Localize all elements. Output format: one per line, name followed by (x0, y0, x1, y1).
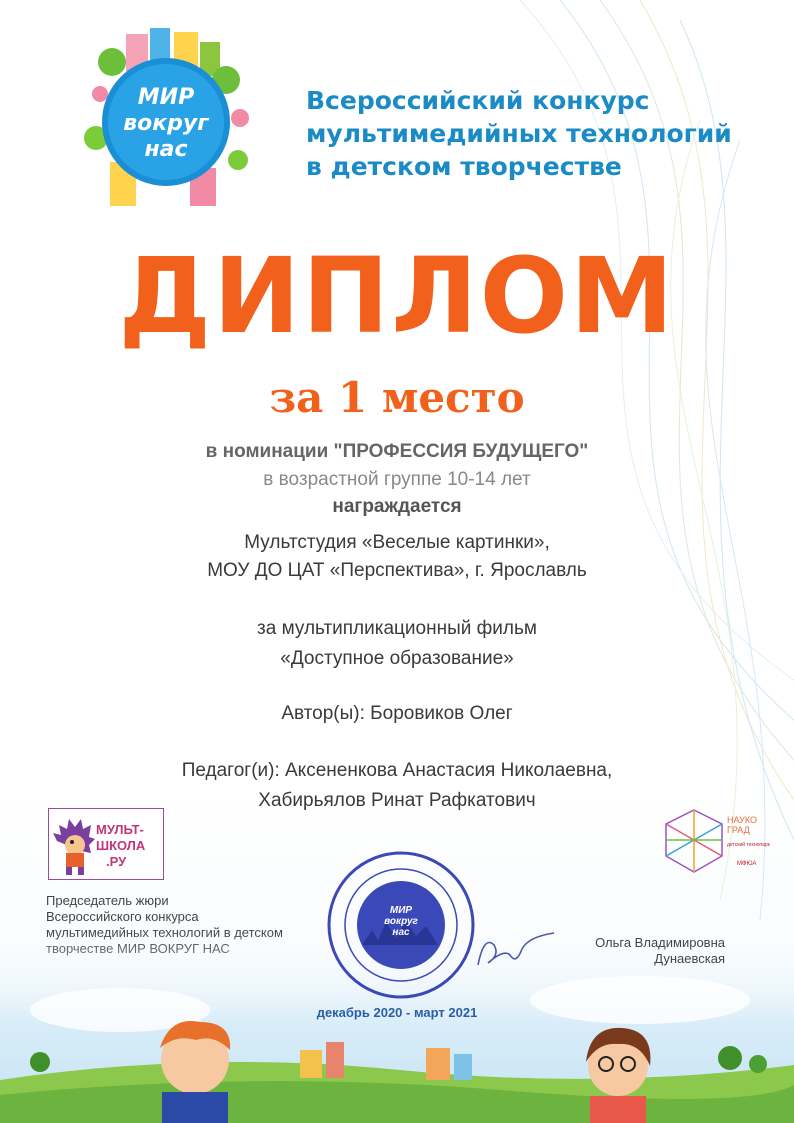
authors-text: Автор(ы): Боровиков Олег (281, 703, 513, 724)
contest-title-line-3: в детском творчестве (306, 152, 622, 181)
work-line-2: «Доступное образование» (280, 648, 514, 669)
naukograd-abbr: МФЮА (737, 861, 757, 867)
naukograd-line-2: ГРАД (727, 825, 750, 835)
recipient-line-1: Мультстудия «Веселые картинки», (244, 532, 550, 553)
mult-line-3: .РУ (106, 854, 127, 869)
awarded-text: награждается (332, 496, 462, 517)
naukograd-subtitle: детский технопарк (727, 842, 770, 848)
signer-line-1: Ольга Владимировна (595, 935, 725, 950)
nomination-text: в номинации "ПРОФЕССИЯ БУДУЩЕГО" (205, 441, 589, 462)
diploma-heading: ДИПЛОМ (118, 235, 676, 357)
naukograd-name (727, 815, 787, 835)
logo-text-1: МИР (137, 85, 195, 110)
contest-title-line-2: мультимедийных технологий (306, 119, 732, 148)
teachers-line-1: Педагог(и): Аксененкова Анастасия Николаевна, (181, 760, 613, 781)
hedgehog-icon (51, 811, 97, 877)
stamp-line-2: вокруг (384, 916, 418, 927)
handwritten-signature (470, 925, 560, 975)
logo-text-2: вокруг (123, 111, 209, 136)
teachers-line-2: Хабирьялов Ринат Рафкатович (258, 790, 536, 811)
chair-line-2: Всероссийского конкурса (46, 909, 199, 924)
contest-title-line-1: Всероссийский конкурс (306, 86, 650, 115)
stamp-line-3: нас (392, 927, 410, 938)
stamp-logo-text (360, 905, 442, 938)
age-group-text: в возрастной группе 10-14 лет (263, 469, 531, 490)
work-line-1: за мультипликационный фильм (257, 618, 537, 639)
contest-dates: декабрь 2020 - март 2021 (316, 1005, 478, 1020)
chair-line-1: Председатель жюри (46, 893, 169, 908)
mult-line-2: ШКОЛА (96, 838, 146, 853)
mir-vokrug-nas-logo (40, 22, 280, 222)
contest-title (306, 84, 766, 183)
place-heading: за 1 место (269, 373, 525, 422)
naukograd-line-1: НАУКО (727, 815, 757, 825)
mult-line-1: МУЛЬТ- (96, 822, 144, 837)
mult-shkola-text (96, 822, 162, 870)
recipient-line-2: МОУ ДО ЦАТ «Перспектива», г. Ярославль (207, 560, 587, 581)
logo-text-3: нас (144, 137, 188, 162)
stamp-line-1: МИР (389, 905, 413, 916)
signer-line-2: Дунаевская (654, 951, 725, 966)
